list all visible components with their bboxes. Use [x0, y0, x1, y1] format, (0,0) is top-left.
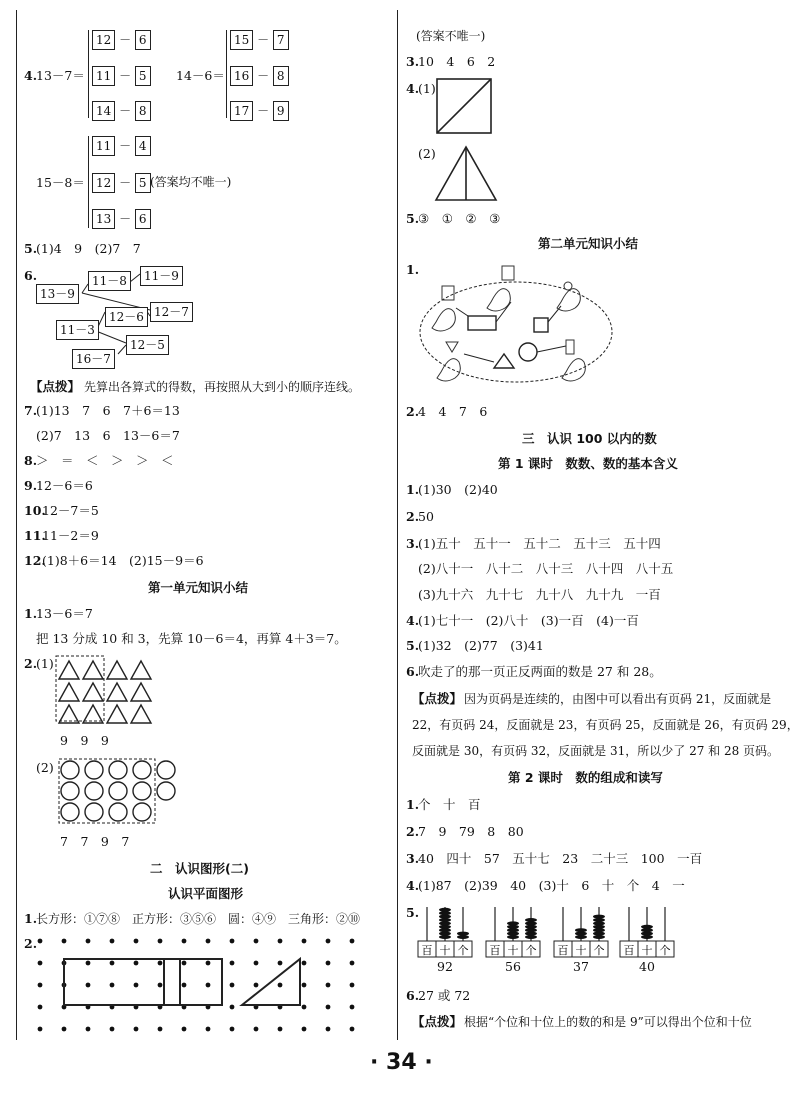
circle-shape [109, 803, 127, 821]
chapter3-title: 三 认识 100 以内的数 [522, 431, 657, 446]
b6-answer: 27 或 72 [418, 988, 471, 1003]
grid-dot [182, 961, 187, 966]
s1-b: 把 13 分成 10 和 3，先算 10－6＝4，再算 4＋3＝7。 [36, 631, 347, 646]
grid-dot [182, 939, 187, 944]
tip2-line3: 反面就是 30，有页码 32，反面就是 31，所以少了 27 和 28 页码。 [412, 744, 780, 758]
triangle-shape [131, 705, 151, 723]
q6-box-16-7: 16－7 [72, 349, 115, 369]
abacus-place-label: 百 [489, 944, 501, 957]
q4-brace-2 [226, 30, 227, 118]
r5-answer: ③ ① ② ③ [418, 211, 501, 226]
q4-pair-right: 8 [273, 66, 289, 86]
circle-shape [133, 803, 151, 821]
grid-dot [230, 961, 235, 966]
q4-pair-minus: － [115, 176, 135, 190]
a2-label: 2. [406, 509, 420, 524]
grid-dot [206, 1027, 211, 1032]
circle-shape [109, 761, 127, 779]
triangle-shape [107, 683, 127, 701]
lesson-title: 认识平面图形 [168, 886, 244, 901]
tip1-label: 【点拨】 [30, 379, 81, 394]
grid-dot [302, 1027, 307, 1032]
circle-shape [61, 761, 79, 779]
abacus-bead [641, 925, 653, 929]
q4-pair-right: 6 [135, 30, 151, 50]
abacus-value: 40 [639, 959, 655, 974]
grid-dot [302, 939, 307, 944]
a1-answer: (1)30 (2)40 [418, 482, 498, 497]
q12-label: 12. [24, 553, 46, 568]
grid-dot [86, 939, 91, 944]
q11-label: 11. [24, 528, 46, 543]
a3-line3: (3)九十六 九十七 九十八 九十九 一百 [418, 587, 661, 602]
abacus [486, 905, 540, 974]
grid-dot [350, 983, 355, 988]
grid-dot [182, 1027, 187, 1032]
q4-pair [230, 101, 289, 121]
grid-dot [110, 961, 115, 966]
abacus-bead [593, 915, 605, 919]
q5-label: 5. [24, 241, 38, 256]
grid-dot [134, 1027, 139, 1032]
s2-circles [58, 758, 228, 828]
s1-a: 13－6＝7 [36, 606, 93, 621]
q6-box-12-7: 12－7 [150, 302, 193, 322]
lesson2-title: 第 2 课时 数的组成和读写 [508, 770, 663, 785]
q7-label: 7. [24, 403, 38, 418]
b4-answer: (1)87 (2)39 40 (3)十 6 十 个 4 一 [418, 878, 685, 893]
s1-label: 1. [24, 606, 38, 621]
u2-2-label: 2. [406, 404, 420, 419]
s2-p1-answer: 9 9 9 [60, 733, 109, 748]
q4-eq1: 13－7＝ [36, 68, 85, 83]
q4-eq2: 14－6＝ [176, 68, 225, 83]
grid-dot [206, 961, 211, 966]
triangle-shape [59, 661, 79, 679]
abacus-place-label: 十 [575, 944, 587, 957]
q4-pair-right: 5 [135, 66, 151, 86]
s2-triangles [55, 655, 215, 725]
b5-label: 5. [406, 905, 420, 920]
q9-label: 9. [24, 478, 38, 493]
grid-dot [278, 939, 283, 944]
grid-dot [110, 983, 115, 988]
circle-shape [85, 803, 103, 821]
grid-dot [62, 1027, 67, 1032]
triangle-shape [59, 705, 79, 723]
abacus-place-label: 个 [457, 944, 469, 957]
a3-line1: (1)五十 五十一 五十二 五十三 五十四 [418, 536, 661, 551]
abacus-bead [525, 918, 537, 922]
q10-label: 10. [24, 503, 46, 518]
tip2-label: 【点拨】 [412, 691, 463, 706]
grid-dot [278, 1027, 283, 1032]
q4-pair-left: 11 [92, 66, 115, 86]
grid-dot [62, 939, 67, 944]
s2-p1: (1) [36, 656, 54, 671]
abacus [554, 905, 608, 974]
b1-label: 1. [406, 797, 420, 812]
triangle-shape [83, 683, 103, 701]
grid-dot [38, 983, 43, 988]
q4-pair-minus: － [253, 69, 273, 83]
grid-dot [278, 961, 283, 966]
g2-label: 2. [24, 936, 38, 951]
q4-pair-minus: － [115, 69, 135, 83]
grid-dot [38, 939, 43, 944]
grid-dot [86, 983, 91, 988]
grid-dot [350, 1005, 355, 1010]
circle-shape [61, 803, 79, 821]
b6-label: 6. [406, 988, 420, 1003]
a1-label: 1. [406, 482, 420, 497]
q4-pair-minus: － [115, 212, 135, 226]
a6-answer: 吹走了的那一页正反两面的数是 27 和 28。 [418, 664, 662, 679]
g1-answer: 长方形：①⑦⑧ 正方形：③⑤⑥ 圆：④⑨ 三角形：②⑩ [36, 912, 361, 926]
abacus-bead [507, 921, 519, 925]
grid-dot [326, 1005, 331, 1010]
grid-dot [158, 983, 163, 988]
abacus-place-label: 百 [557, 944, 569, 957]
note-top: (答案不唯一) [416, 29, 486, 43]
circle-shape [85, 782, 103, 800]
grid-dot [158, 939, 163, 944]
q4-pair-minus: － [253, 104, 273, 118]
page-number-value: 34 [386, 1050, 417, 1075]
triangle-shape [83, 661, 103, 679]
q4-pair [92, 66, 151, 86]
abacus-place-label: 个 [593, 944, 605, 957]
grid-dot [86, 1027, 91, 1032]
q4-note: (答案均不唯一) [150, 175, 232, 189]
abacus-value: 92 [437, 959, 453, 974]
abacus-place-label: 十 [641, 944, 653, 957]
grid-dot [38, 1027, 43, 1032]
q4-pair-right: 9 [273, 101, 289, 121]
left-column [0, 0, 398, 1050]
circle-shape [61, 782, 79, 800]
tip2-line2: 22，有页码 24，反面就是 23，有页码 25，反面就是 26，有页码 29， [412, 718, 799, 732]
grid-dot [326, 983, 331, 988]
r4-p2: (2) [418, 146, 436, 161]
lesson1-title: 第 1 课时 数数、数的基本含义 [498, 456, 678, 471]
abacus-value: 37 [573, 959, 589, 974]
b3-answer: 40 四十 57 五十七 23 二十三 100 一百 [418, 851, 703, 866]
q4-label: 4. [24, 68, 38, 83]
grid-dot [326, 961, 331, 966]
triangle-shape [107, 705, 127, 723]
grid-dot [350, 1027, 355, 1032]
abacus-bead [457, 932, 469, 936]
b3-label: 3. [406, 851, 420, 866]
tip3-label: 【点拨】 [412, 1014, 463, 1029]
q4-pair-minus: － [253, 33, 273, 47]
circle-shape [157, 761, 175, 779]
b2-answer: 7 9 79 8 80 [418, 824, 524, 839]
q6-box-11-9: 11－9 [140, 266, 183, 286]
right-column [398, 0, 800, 1050]
q4-pair-right: 8 [135, 101, 151, 121]
grid-dot [230, 939, 235, 944]
q4-pair [230, 66, 289, 86]
grid-dot [206, 939, 211, 944]
q4-pair-left: 15 [230, 30, 253, 50]
grid-dot [254, 983, 259, 988]
a3-label: 3. [406, 536, 420, 551]
triangle-shape [131, 683, 151, 701]
q8-label: 8. [24, 453, 38, 468]
grid-dot [350, 961, 355, 966]
q6-box-11-8: 11－8 [88, 271, 131, 291]
q4-pair [92, 136, 151, 156]
s2-p2: (2) [36, 760, 54, 775]
q4-pair-left: 11 [92, 136, 115, 156]
r4-label: 4. [406, 81, 420, 96]
r4-square-figure [436, 78, 496, 138]
q4-pair [92, 101, 151, 121]
grid-dot [86, 961, 91, 966]
q11-answer: 11－2＝9 [42, 528, 99, 543]
q6-box-12-6: 12－6 [105, 307, 148, 327]
abacus-place-label: 百 [421, 944, 433, 957]
r4-p1: (1) [418, 81, 436, 96]
q4-pair-left: 16 [230, 66, 253, 86]
grid-dot [206, 983, 211, 988]
q4-pair-left: 17 [230, 101, 253, 121]
abacus-place-label: 百 [623, 944, 635, 957]
unit2-title: 第二单元知识小结 [538, 236, 639, 251]
b2-label: 2. [406, 824, 420, 839]
abacus-place-label: 十 [439, 944, 451, 957]
q4-pair-minus: － [115, 139, 135, 153]
abacus [620, 905, 674, 974]
circle-shape [133, 782, 151, 800]
grid-dot [110, 939, 115, 944]
abacus [418, 905, 472, 974]
q4-pair-right: 5 [135, 173, 151, 193]
circle-shape [157, 782, 175, 800]
a5-label: 5. [406, 638, 420, 653]
triangle-shape [83, 705, 103, 723]
grid-dot [134, 939, 139, 944]
r3-answer: 10 4 6 2 [418, 54, 496, 69]
grid-dot [134, 983, 139, 988]
grid-dot [38, 1005, 43, 1010]
s2-p2-answer: 7 7 9 7 [60, 834, 130, 849]
q4-pair-minus: － [115, 104, 135, 118]
q4-brace-3 [88, 136, 89, 228]
s2-label: 2. [24, 656, 38, 671]
abacus-place-label: 十 [507, 944, 519, 957]
triangle-shape [59, 683, 79, 701]
abacus-bead [439, 908, 451, 912]
q7-b: (2)7 13 6 13－6＝7 [36, 428, 180, 443]
grid-dot [302, 961, 307, 966]
q4-pair [92, 30, 151, 50]
b1-answer: 个 十 百 [418, 797, 481, 812]
grid-dot [302, 983, 307, 988]
grid-dot [230, 983, 235, 988]
grid-dot [38, 961, 43, 966]
grid-dot [254, 1027, 259, 1032]
triangle-shape [131, 661, 151, 679]
abacus-value: 56 [505, 959, 521, 974]
q6-box-12-5: 12－5 [126, 335, 169, 355]
abacus-bead [575, 928, 587, 932]
grid-dot [230, 1027, 235, 1032]
grid-dot [134, 961, 139, 966]
r3-label: 3. [406, 54, 420, 69]
a3-line2: (2)八十一 八十二 八十三 八十四 八十五 [418, 561, 674, 576]
abacus-place-label: 个 [525, 944, 537, 957]
q4-pair-minus: － [115, 33, 135, 47]
q4-pair [92, 173, 151, 193]
q4-pair-left: 14 [92, 101, 115, 121]
r4-triangle-figure [434, 145, 504, 205]
q4-pair-left: 12 [92, 173, 115, 193]
q4-pair-right: 4 [135, 136, 151, 156]
q4-pair-right: 7 [273, 30, 289, 50]
grid-dot [110, 1027, 115, 1032]
page-number: · 34 · [370, 1050, 433, 1075]
grid-dot [158, 961, 163, 966]
r5-label: 5. [406, 211, 420, 226]
q4-pair-left: 12 [92, 30, 115, 50]
grid-dot [254, 939, 259, 944]
grid-dot [326, 1027, 331, 1032]
q6-box-11-3: 11－3 [56, 320, 99, 340]
q9-answer: 12－6＝6 [36, 478, 93, 493]
grid-dot [182, 983, 187, 988]
b4-label: 4. [406, 878, 420, 893]
grid-dot [350, 939, 355, 944]
seal-shapes-figure [416, 262, 616, 392]
grid-dot [230, 1005, 235, 1010]
abacus-place-label: 个 [659, 944, 671, 957]
q12-answer: (1)8＋6＝14 (2)15－9＝6 [42, 553, 204, 568]
chapter2-title: 二 认识图形(二) [150, 861, 249, 876]
a4-label: 4. [406, 613, 420, 628]
q4-pair [230, 30, 289, 50]
grid-dot [278, 983, 283, 988]
circle-shape [109, 782, 127, 800]
dot-grid-figure [30, 935, 350, 1035]
q10-answer: 12－7＝5 [42, 503, 99, 518]
grid-dot [326, 939, 331, 944]
a5-answer: (1)32 (2)77 (3)41 [418, 638, 544, 653]
q6-label: 6. [24, 268, 38, 283]
q8-answer: ＞ ＝ ＜ ＞ ＞ ＜ [36, 453, 174, 468]
triangle-shape [107, 661, 127, 679]
q7-a: (1)13 7 6 7＋6＝13 [36, 403, 180, 418]
a6-label: 6. [406, 664, 420, 679]
tip2-line1: 因为页码是连续的，由图中可以看出有页码 21，反面就是 [464, 692, 772, 706]
q4-pair-left: 13 [92, 209, 115, 229]
u2-2-answer: 4 4 7 6 [418, 404, 488, 419]
q6-box-13-9: 13－9 [36, 284, 79, 304]
a2-answer: 50 [418, 509, 434, 524]
q5-answer: (1)4 9 (2)7 7 [36, 241, 141, 256]
tip3-text: 根据“个位和十位上的数的和是 9”可以得出个位和十位 [464, 1015, 752, 1029]
q4-pair-right: 6 [135, 209, 151, 229]
circle-shape [133, 761, 151, 779]
tip1-text: 先算出各算式的得数，再按照从大到小的顺序连线。 [84, 380, 361, 394]
grid-dot [254, 961, 259, 966]
circle-shape [85, 761, 103, 779]
grid-dot [158, 1027, 163, 1032]
q4-brace-1 [88, 30, 89, 118]
a4-answer: (1)七十一 (2)八十 (3)一百 (4)一百 [418, 613, 639, 628]
q4-pair [92, 209, 151, 229]
u2-1-label: 1. [406, 262, 420, 277]
grid-dot [302, 1005, 307, 1010]
unit1-title: 第一单元知识小结 [148, 580, 249, 595]
g1-label: 1. [24, 911, 38, 926]
q4-eq3: 15－8＝ [36, 175, 85, 190]
